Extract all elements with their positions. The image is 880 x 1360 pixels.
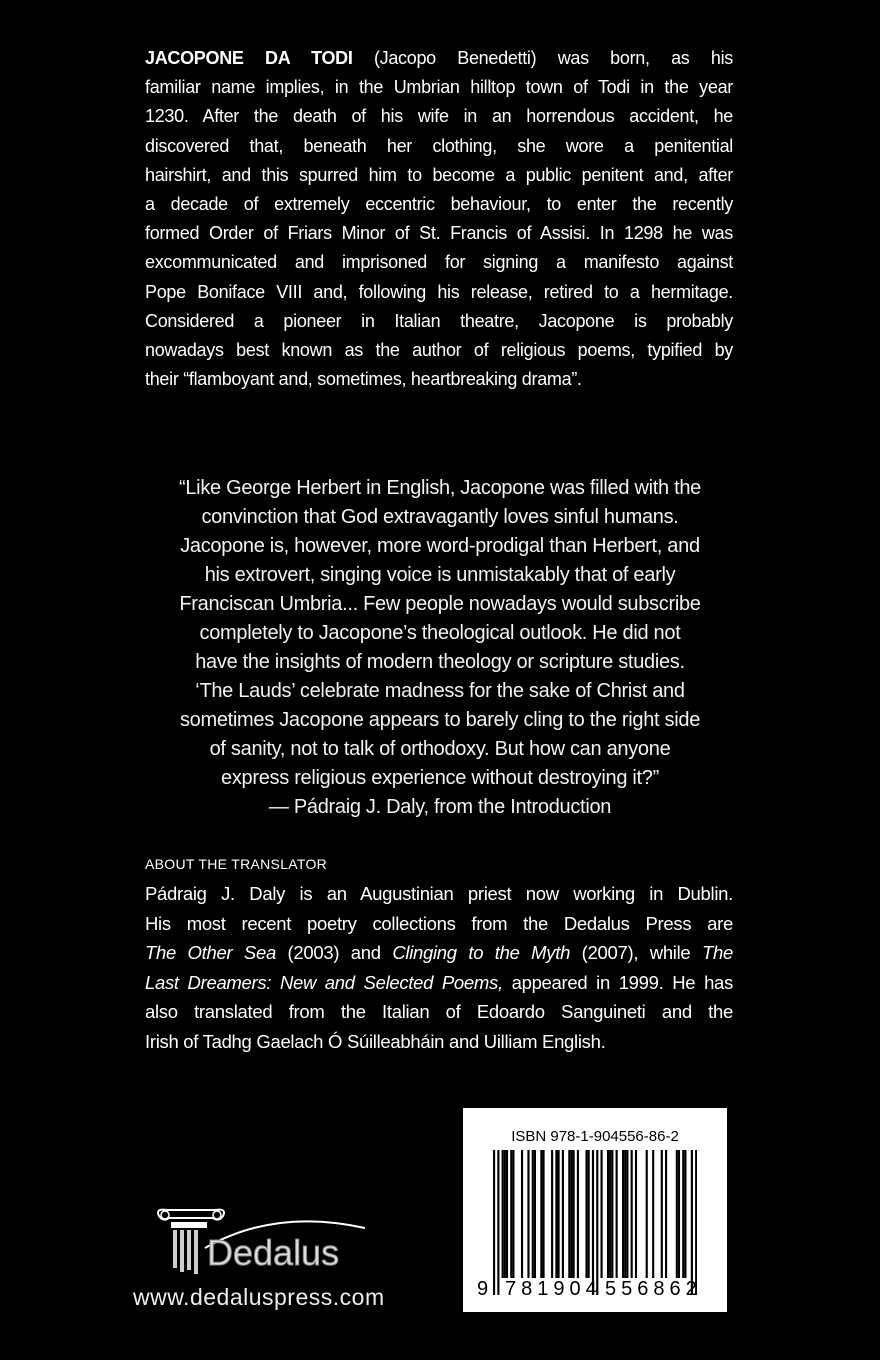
barcode-bar [622, 1150, 624, 1278]
barcode-first-digit: 9 [477, 1278, 489, 1300]
text-segment: Jacopone is, however, more word-prodigal than Herbert, and [180, 535, 700, 557]
barcode-bar [684, 1150, 686, 1278]
translator-biography [145, 879, 733, 1057]
barcode-bar [568, 1150, 570, 1278]
barcode-bar [682, 1150, 684, 1278]
text-segment: formed Order of Friars Minor of St. Francis of Assisi. In 1298 he was [145, 223, 733, 244]
text-segment: convinction that God extravagantly loves sinful humans. [201, 506, 679, 528]
text-line [145, 336, 733, 365]
about-translator-heading: ABOUT THE TRANSLATOR [145, 856, 328, 872]
barcode-bar [626, 1150, 628, 1278]
text-line [145, 909, 733, 939]
barcode-bar [661, 1150, 663, 1278]
text-segment: discovered that, beneath her clothing, she wore a penitential [145, 135, 733, 156]
barcode-bar [510, 1150, 512, 1278]
barcode-bar [534, 1150, 536, 1278]
barcode-bar [497, 1150, 499, 1295]
text-segment: sometimes Jacopone appears to barely cling to the right side [179, 709, 701, 731]
text-segment: (2007), while [570, 942, 703, 964]
text-line [140, 735, 740, 764]
barcode-bar [691, 1150, 693, 1295]
barcode-bar [592, 1150, 594, 1295]
text-segment: Considered a pioneer in Italian theatre, Jacopone is probably [145, 310, 733, 331]
text-line [140, 648, 740, 677]
barcode-bar [542, 1150, 544, 1278]
text-segment: Franciscan Umbria... Few people nowadays would subscribe [179, 593, 701, 615]
barcode-right-digits: 556862 [605, 1278, 702, 1300]
barcode-bar [527, 1150, 529, 1278]
barcode-bar [504, 1150, 506, 1278]
text-line [140, 793, 740, 822]
italic-title: Last Dreamers: New and Selected Poems, [145, 971, 503, 993]
barcode-left-digits: 781904 [505, 1278, 602, 1300]
text-line [145, 938, 733, 968]
dedalus-logo [155, 1208, 375, 1283]
text-segment: familiar name implies, in the Umbrian hilltop town of Todi in the year [145, 77, 733, 98]
barcode-bar [558, 1150, 560, 1278]
text-line [140, 619, 740, 648]
text-line [145, 161, 733, 190]
text-line [145, 248, 733, 277]
svg-text:Dedalus: Dedalus [207, 1232, 340, 1273]
barcode-bar [506, 1150, 508, 1278]
barcode-bar [678, 1150, 680, 1278]
text-segment: ‘The Lauds’ celebrate madness for the sake of Christ and [195, 680, 685, 702]
barcode-bar [635, 1150, 637, 1278]
barcode-bar [577, 1150, 579, 1278]
column-icon [155, 1208, 375, 1278]
text-segment: completely to Jacopone’s theological outlook. He did not [199, 622, 681, 644]
text-line [145, 968, 733, 998]
barcode-bar [624, 1150, 626, 1278]
text-segment: also translated from the Italian of Edoardo Sanguineti and the [145, 1001, 733, 1023]
text-line [140, 764, 740, 793]
barcode-bar [607, 1150, 609, 1278]
author-name: JACOPONE DA TODI [145, 48, 353, 68]
italic-title: The Other Sea [145, 942, 276, 964]
text-line [140, 590, 740, 619]
text-segment: of sanity, not to talk of orthodoxy. But how can anyone [209, 738, 671, 760]
barcode-bar [631, 1150, 633, 1278]
text-line [145, 278, 733, 307]
text-segment: a decade of extremely eccentric behaviour, to enter the recently [145, 194, 733, 215]
barcode-bar [676, 1150, 678, 1278]
barcode-bar [695, 1150, 697, 1295]
barcode-bar [540, 1150, 542, 1278]
publisher-website-link[interactable]: www.dedaluspress.com [133, 1284, 385, 1310]
author-biography [145, 44, 733, 394]
text-line [145, 44, 733, 73]
barcode-bar [646, 1150, 648, 1278]
text-line [145, 73, 733, 102]
isbn-barcode [463, 1108, 727, 1312]
text-segment: nowadays best known as the author of religious poems, typified by [145, 340, 733, 361]
text-line [140, 677, 740, 706]
barcode-bar [588, 1150, 590, 1278]
barcode-bar [609, 1150, 611, 1278]
text-segment: express religious experience without destroying it?” [221, 767, 659, 789]
text-segment: his extrovert, singing voice is unmistakably that of early [204, 564, 676, 586]
text-segment: their “flamboyant and, sometimes, heartbreaking drama”. [145, 369, 582, 390]
text-line [140, 532, 740, 561]
barcode-bar [521, 1150, 523, 1278]
text-line [145, 1027, 733, 1057]
text-line [145, 365, 733, 394]
barcode-bar [502, 1150, 504, 1278]
text-segment: Pope Boniface VIII and, following his release, retired to a hermitage. [145, 281, 733, 302]
text-segment: excommunicated and imprisoned for signing a manifesto against [145, 252, 733, 273]
barcode-bar [665, 1150, 667, 1278]
barcode-bar [532, 1150, 534, 1278]
isbn-label: ISBN 978-1-904556-86-2 [511, 1128, 679, 1145]
text-line [145, 190, 733, 219]
barcode-bar [562, 1150, 564, 1278]
text-line [145, 879, 733, 909]
barcode-bar [555, 1150, 557, 1278]
introduction-quote [140, 474, 740, 822]
italic-title: The [702, 942, 733, 964]
text-segment: have the insights of modern theology or scripture studies. [195, 651, 685, 673]
text-segment: His most recent poetry collections from the Dedalus Press are [145, 912, 733, 934]
text-segment: Irish of Tadhg Gaelach Ó Súilleabháin and Uilliam English. [145, 1030, 606, 1052]
barcode-bar [596, 1150, 598, 1295]
barcode-bars [493, 1150, 697, 1295]
barcode-bar [573, 1150, 575, 1278]
barcode-bar [493, 1150, 495, 1295]
barcode-bar [570, 1150, 572, 1278]
barcode-bar [616, 1150, 618, 1278]
text-segment: hairshirt, and this spurred him to become a public penitent and, after [145, 164, 733, 185]
text-segment: — Pádraig J. Daly, from the Introduction [268, 796, 612, 818]
text-segment: Pádraig J. Daly is an Augustinian priest now working in Dublin. [145, 883, 733, 904]
text-line [145, 219, 733, 248]
text-segment: appeared in 1999. He has [502, 971, 733, 993]
text-line [140, 706, 740, 735]
text-segment: 1230. After the death of his wife in an horrendous accident, he [145, 106, 733, 127]
text-line [145, 307, 733, 336]
text-line [145, 997, 733, 1027]
text-line [140, 474, 740, 503]
text-line [145, 132, 733, 161]
text-segment: (2003) and [275, 942, 393, 964]
barcode-bar [585, 1150, 587, 1278]
barcode-bar [652, 1150, 654, 1278]
text-line [140, 503, 740, 532]
barcode-bar [512, 1150, 514, 1278]
barcode-bar [551, 1150, 553, 1278]
text-segment: (Jacopo Benedetti) was born, as his [352, 48, 733, 68]
text-segment: “Like George Herbert in English, Jacopone was filled with the [179, 477, 701, 499]
italic-title: Clinging to the Myth [392, 942, 571, 964]
text-line [140, 561, 740, 590]
barcode-bar [601, 1150, 603, 1278]
text-line [145, 102, 733, 131]
barcode-bar [611, 1150, 613, 1278]
